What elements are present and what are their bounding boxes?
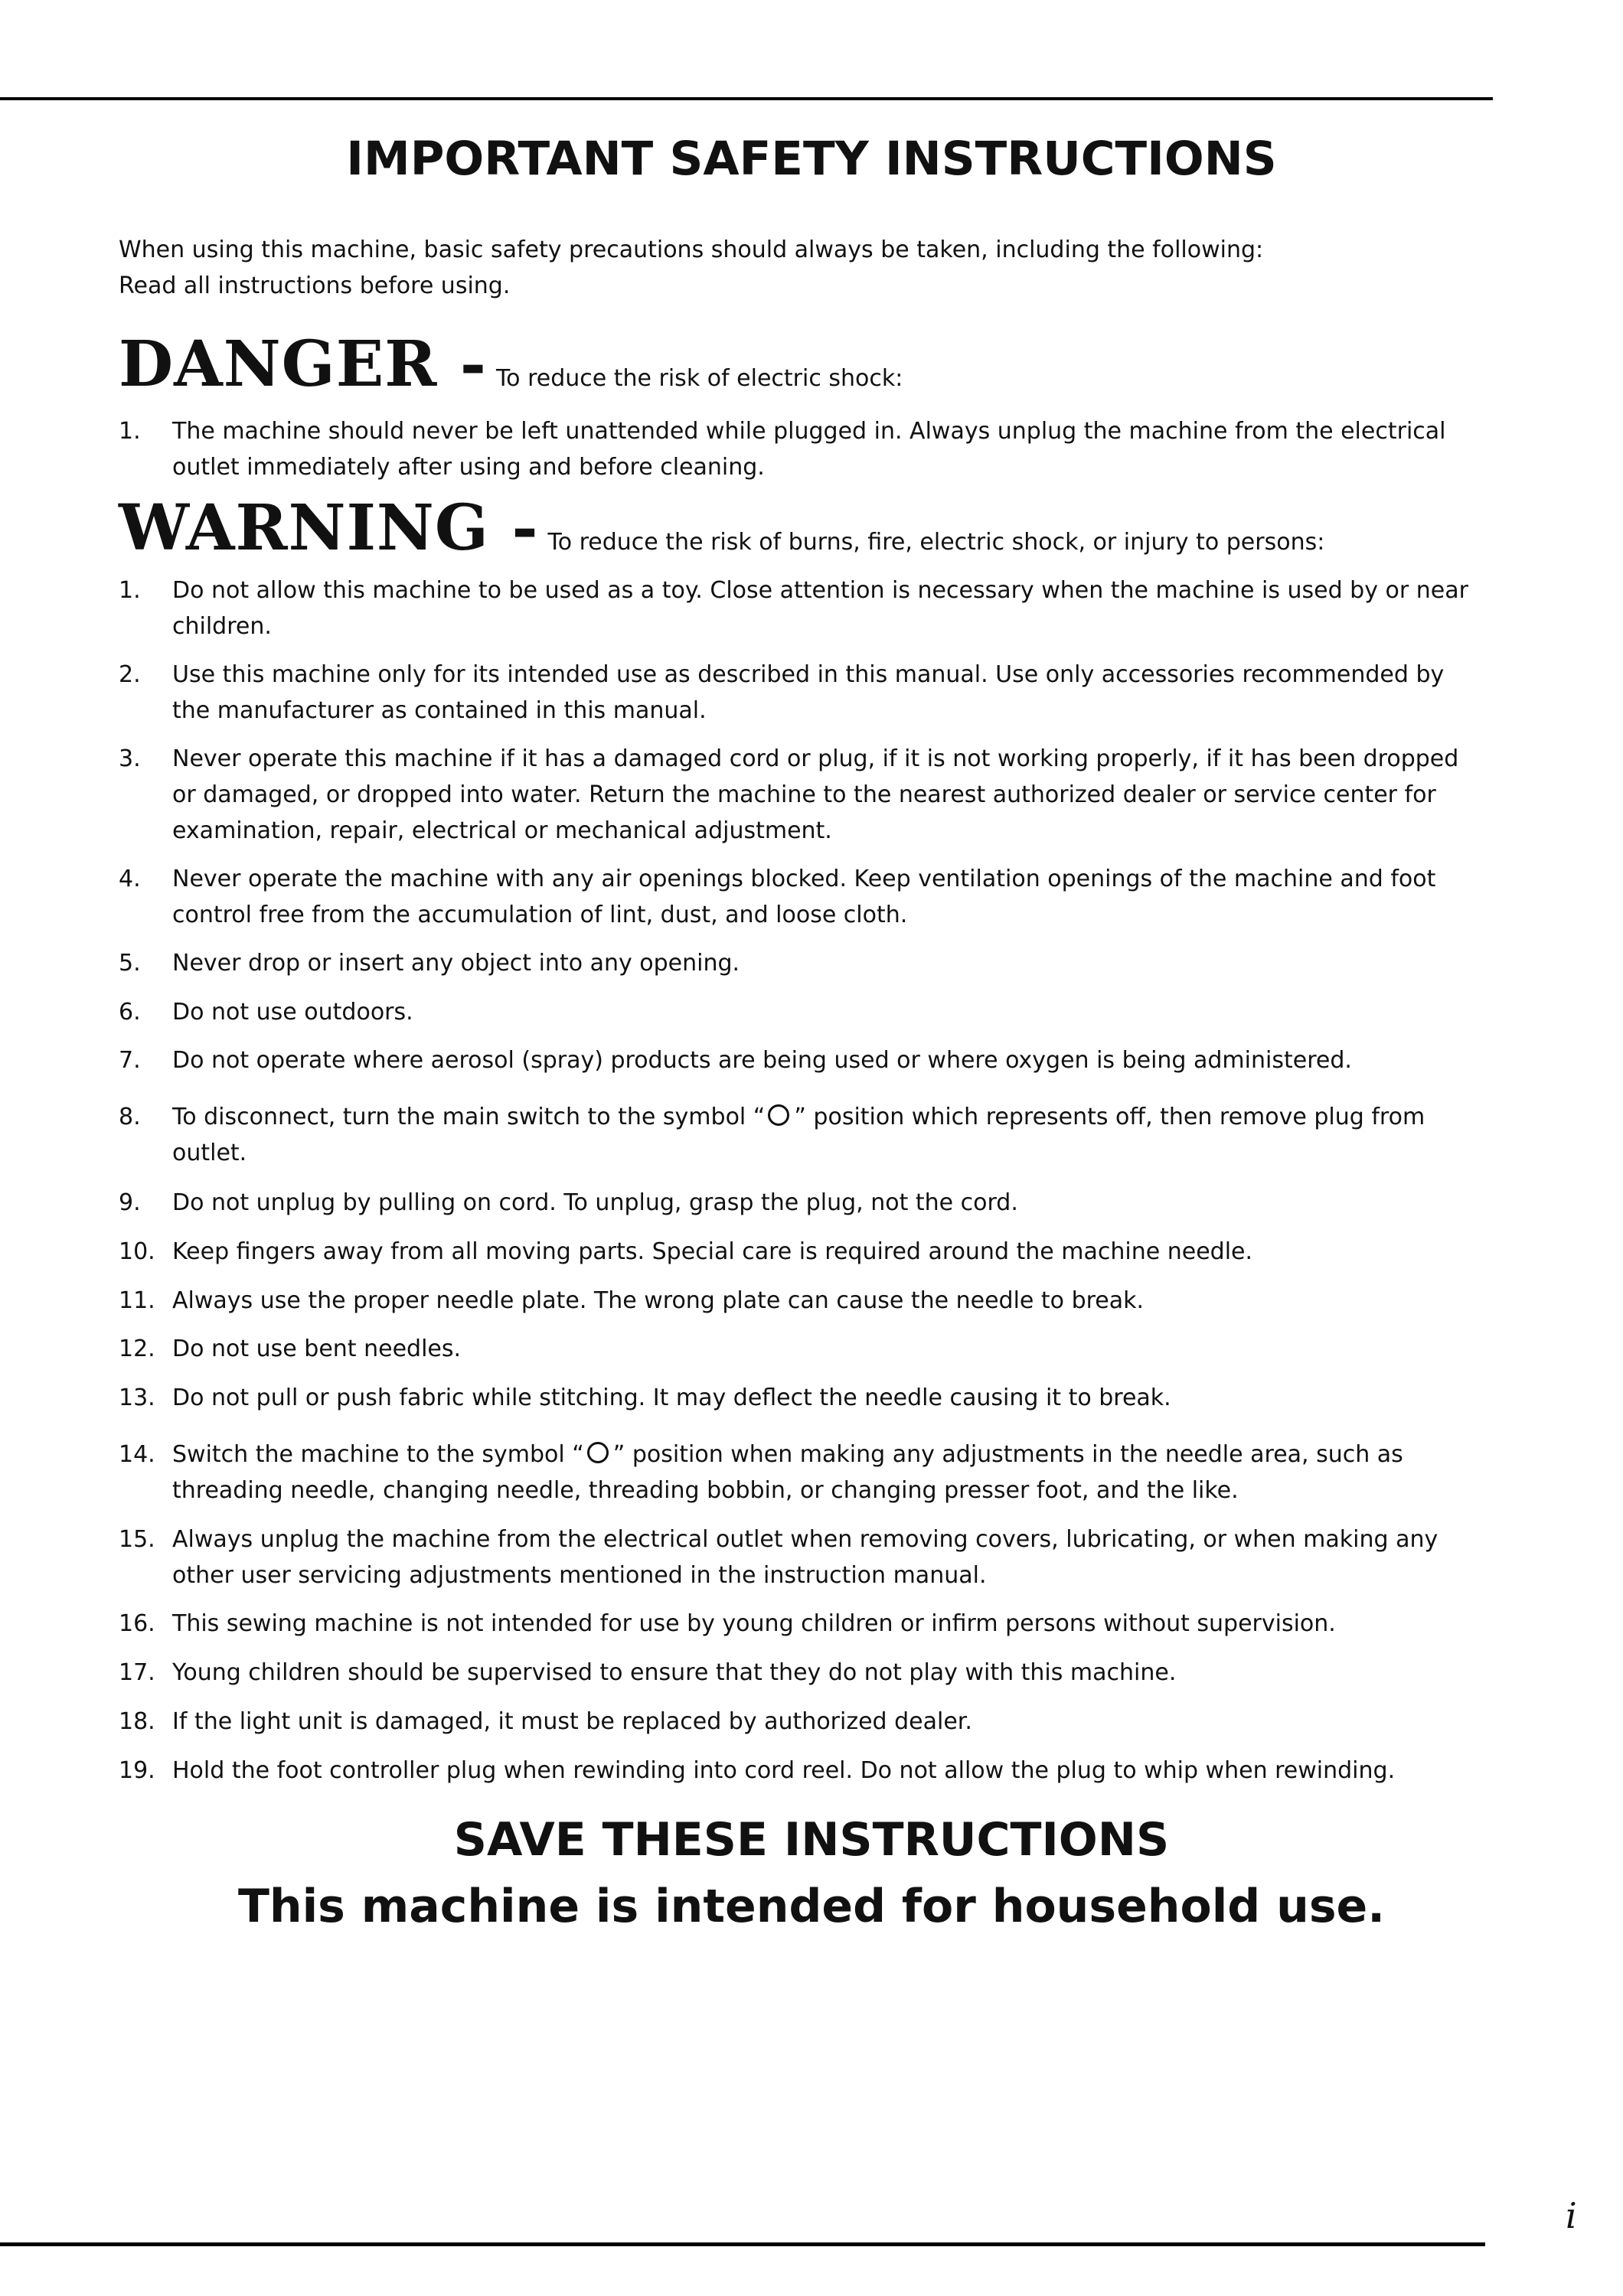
- page-title: IMPORTANT SAFETY INSTRUCTIONS: [346, 132, 1277, 186]
- warning-item-8: [119, 1099, 1489, 1171]
- danger-word: DANGER -: [119, 328, 487, 401]
- item-number: 13.: [119, 1384, 155, 1411]
- household-use-heading: This machine is intended for household use.: [237, 1880, 1386, 1933]
- warning-item-3: [119, 741, 1489, 849]
- item-text: Keep fingers away from all moving parts. Special care is required around the machine needle.: [172, 1238, 1253, 1265]
- warning-item-13: [119, 1380, 1489, 1416]
- item-number: 6.: [119, 999, 141, 1026]
- item-text: Do not use outdoors.: [172, 999, 413, 1026]
- item-text: If the light unit is damaged, it must be replaced by authorized dealer.: [172, 1708, 972, 1735]
- item-text: [172, 1437, 1489, 1508]
- item-number: 10.: [119, 1238, 155, 1265]
- warning-subtitle: To reduce the risk of burns, fire, electric shock, or injury to persons:: [547, 529, 1325, 556]
- item-text: Young children should be supervised to ensure that they do not play with this machine.: [172, 1659, 1177, 1686]
- top-rule: [0, 97, 1493, 100]
- item-number: 15.: [119, 1526, 155, 1553]
- item-text: The machine should never be left unattended while plugged in. Always unplug the machine from the electrical outlet immediately after using and before cleaning.: [172, 418, 1446, 481]
- warning-item-5: [119, 945, 1489, 981]
- warning-item-4: [119, 861, 1489, 933]
- item-text: Never operate this machine if it has a damaged cord or plug, if it is not working properly, if it has been dropped or damaged, or dropped into water. Return the machine to the nearest authorized dealer or service center for examination, repair, electrical or mechanical adjustment.: [172, 745, 1459, 844]
- item-number: 3.: [119, 745, 141, 772]
- warning-item-15: [119, 1521, 1489, 1593]
- warning-item-1: [119, 572, 1489, 644]
- item-number: 18.: [119, 1708, 155, 1735]
- warning-item-11: [119, 1283, 1489, 1319]
- warning-word: WARNING -: [119, 491, 539, 565]
- item-text-before: To disconnect, turn the main switch to the symbol “: [172, 1104, 766, 1130]
- warning-heading: [119, 491, 1324, 565]
- item-number: 11.: [119, 1287, 155, 1314]
- item-text: Always unplug the machine from the electrical outlet when removing covers, lubricating, or when making any other user servicing adjustments mentioned in the instruction manual.: [172, 1526, 1438, 1589]
- intro-text: [119, 232, 1481, 304]
- item-text: Do not use bent needles.: [172, 1336, 462, 1362]
- item-number: 4.: [119, 866, 141, 892]
- intro-line-1: When using this machine, basic safety precautions should always be taken, including the following:: [119, 236, 1264, 263]
- danger-heading: [119, 328, 903, 401]
- off-symbol-icon: [768, 1104, 789, 1126]
- item-number: 8.: [119, 1104, 141, 1130]
- item-text-after: ” position which represents off, then remove plug from outlet.: [172, 1104, 1425, 1166]
- item-number: 19.: [119, 1757, 155, 1784]
- item-text-before: Switch the machine to the symbol “: [172, 1441, 584, 1468]
- save-instructions-heading: SAVE THESE INSTRUCTIONS: [453, 1813, 1170, 1867]
- page-number: i: [1566, 2195, 1577, 2236]
- bottom-rule: [0, 2242, 1485, 2246]
- warning-item-17: [119, 1655, 1489, 1691]
- item-number: 2.: [119, 661, 141, 688]
- item-number: 14.: [119, 1441, 155, 1468]
- intro-line-2: Read all instructions before using.: [119, 272, 511, 299]
- danger-subtitle: To reduce the risk of electric shock:: [495, 365, 903, 392]
- warning-item-6: [119, 994, 1489, 1030]
- warning-item-18: [119, 1704, 1489, 1740]
- item-number: 7.: [119, 1047, 141, 1074]
- item-text: Do not allow this machine to be used as a toy. Close attention is necessary when the machine is used by or near children.: [172, 577, 1468, 640]
- off-symbol-icon: [587, 1442, 609, 1463]
- item-text: Never drop or insert any object into any opening.: [172, 950, 740, 977]
- warning-item-19: [119, 1753, 1489, 1789]
- item-number: 5.: [119, 950, 141, 977]
- item-text-after: ” position when making any adjustments in the needle area, such as threading needle, changing needle, threading bobbin, or changing presser foot, and the like.: [172, 1441, 1403, 1504]
- item-text: Never operate the machine with any air openings blocked. Keep ventilation openings of the machine and foot control free from the accumulation of lint, dust, and loose cloth.: [172, 866, 1436, 928]
- item-text: Always use the proper needle plate. The wrong plate can cause the needle to break.: [172, 1287, 1145, 1314]
- item-text: This sewing machine is not intended for use by young children or infirm persons without supervision.: [172, 1610, 1336, 1637]
- item-number: 1.: [119, 577, 141, 604]
- warning-item-9: [119, 1185, 1489, 1221]
- warning-item-10: [119, 1234, 1489, 1270]
- item-number: 16.: [119, 1610, 155, 1637]
- warning-item-16: [119, 1606, 1489, 1642]
- item-number: 17.: [119, 1659, 155, 1686]
- item-number: 1.: [119, 418, 141, 445]
- item-text: Do not pull or push fabric while stitching. It may deflect the needle causing it to break.: [172, 1384, 1171, 1411]
- warning-item-12: [119, 1331, 1489, 1367]
- warning-item-2: [119, 657, 1489, 729]
- warning-item-7: [119, 1042, 1489, 1078]
- item-text: Do not unplug by pulling on cord. To unplug, grasp the plug, not the cord.: [172, 1189, 1018, 1216]
- item-number: 9.: [119, 1189, 141, 1216]
- item-text: Do not operate where aerosol (spray) products are being used or where oxygen is being administered.: [172, 1047, 1352, 1074]
- warning-item-14: [119, 1437, 1489, 1508]
- danger-item-1: [119, 413, 1489, 485]
- item-text: Use this machine only for its intended use as described in this manual. Use only accessories recommended by the manufacturer as contained in this manual.: [172, 661, 1445, 724]
- item-text: Hold the foot controller plug when rewinding into cord reel. Do not allow the plug to whip when rewinding.: [172, 1757, 1396, 1784]
- item-text: [172, 1099, 1489, 1171]
- item-number: 12.: [119, 1336, 155, 1362]
